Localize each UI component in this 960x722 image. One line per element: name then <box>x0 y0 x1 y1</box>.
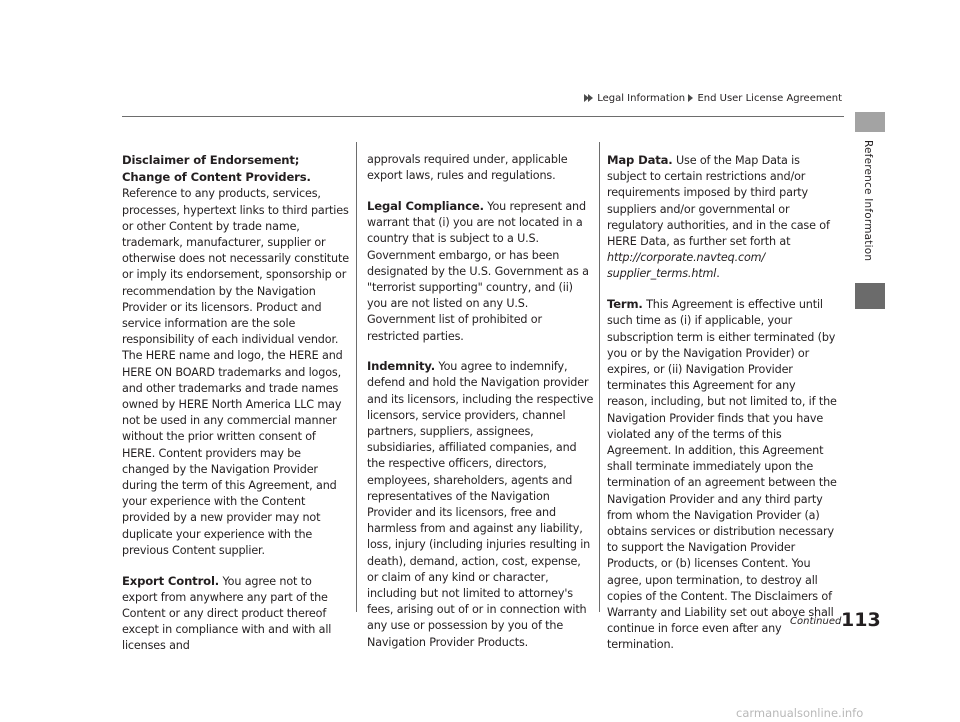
arrow-right-icon <box>688 94 693 102</box>
paragraph-body: This Agreement is effective until such time as (i) if applicable, your subscription term is either terminated (by you or by the Navigation Provider) or expires, or (ii) Navigation Provider terminates this Agreement for any reason, including, but not limited to, if the Navigation Provider finds that you have violated any of the terms of this Agreement. In addition, this Agreement shall terminate immediately upon the termination of an agreement between the Navigation Provider and any third party from whom the Navigation Provider (a) obtains services or distribution necessary to support the Navigation Provider Products, or (b) licenses Content. You agree, upon termination, to destroy all copies of the Content. The Disclaimers of Warranty and Liability set out above shall continue in force even after any termination. <box>607 298 837 652</box>
side-tab-active[interactable] <box>855 283 885 309</box>
column-divider <box>356 142 357 612</box>
breadcrumb-item-eula[interactable]: End User License Agreement <box>697 93 843 104</box>
paragraph-title: Legal Compliance. <box>367 198 484 213</box>
arrow-right-icon <box>588 94 593 102</box>
paragraph-body: approvals required under, applicable export laws, rules and regulations. <box>367 153 568 183</box>
paragraph-body: You agree not to export from anywhere any part of the Content or any direct product thereof except in compliance with and with all licenses and <box>122 574 332 653</box>
paragraph-indemnity <box>367 358 595 651</box>
watermark: carmanualsonline.info <box>736 706 864 720</box>
paragraph-continuation <box>367 152 595 184</box>
section-side-label: Reference Information <box>862 140 874 262</box>
breadcrumb <box>584 93 844 104</box>
paragraph-body: Reference to any products, services, processes, hypertext links to third parties or other Content by trade name, trademark, manufacturer, supplier or otherwise does not necessarily constitute or imply its endorsement, sponsorship or recommendation by the Navigation Provider or its licensors. Product and service information are the sole responsibility of each individual vendor. The HERE name and logo, the HERE and HERE ON BOARD trademarks and logos, and other trademarks and trade names owned by HERE North America LLC may not be used in any commercial manner without the prior written consent of HERE. Content providers may be changed by the Navigation Provider during the term of this Agreement, and your experience with the Content provided by a new provider may not duplicate your experience with the previous Content supplier. <box>122 187 349 557</box>
paragraph-legal-compliance <box>367 198 595 345</box>
text-column-2 <box>367 152 595 664</box>
paragraph-title: Term. <box>607 297 643 312</box>
continued-label: Continued <box>790 616 842 627</box>
paragraph-title: Indemnity. <box>367 359 435 374</box>
side-tab-top <box>855 112 885 132</box>
paragraph-map-data <box>607 152 839 283</box>
paragraph-body: Use of the Map Data is subject to certain restrictions and/or requirements imposed by third party suppliers and/or governmental or regulatory authorities, and in the case of HERE Data, as further set forth at <box>607 154 830 249</box>
paragraph-term <box>607 296 842 653</box>
text-column-3 <box>607 152 842 667</box>
paragraph-title: Disclaimer of Endorsement; Change of Content Providers. <box>122 153 311 185</box>
column-divider <box>599 142 600 612</box>
header-rule <box>122 116 844 117</box>
paragraph-title: Map Data. <box>607 153 673 167</box>
paragraph-export-control <box>122 573 350 655</box>
paragraph-disclaimer <box>122 152 350 559</box>
text-column-1 <box>122 152 350 668</box>
breadcrumb-item-legal[interactable]: Legal Information <box>597 93 686 104</box>
paragraph-title: Export Control. <box>122 573 220 588</box>
paragraph-body: You agree to indemnify, defend and hold the Navigation provider and its licensors, including the respective licensors, service providers, channel partners, suppliers, assignees, subsidiaries, affiliated companies, and the respective officers, directors, employees, shareholders, agents and representatives of the Navigation Provider and its licensors, free and harmless from and against any liability, loss, injury (including injuries resulting in death), demand, action, cost, expense, or claim of any kind or character, including but not limited to attorney's fees, arising out of or in connection with any use or possession by you of the Navigation Provider Products. <box>367 360 594 649</box>
supplier-terms-link[interactable]: http://corporate.navteq.com/ supplier_terms.html <box>607 251 766 281</box>
page-number: 113 <box>841 609 881 631</box>
paragraph-body: You represent and warrant that (i) you are not located in a country that is subject to a U.S. Government embargo, or has been designated by the U.S. Government as a "terrorist supporting" country, and (ii) you are not listed on any U.S. Government list of prohibited or restricted parties. <box>367 199 589 343</box>
paragraph-end: . <box>716 267 720 281</box>
